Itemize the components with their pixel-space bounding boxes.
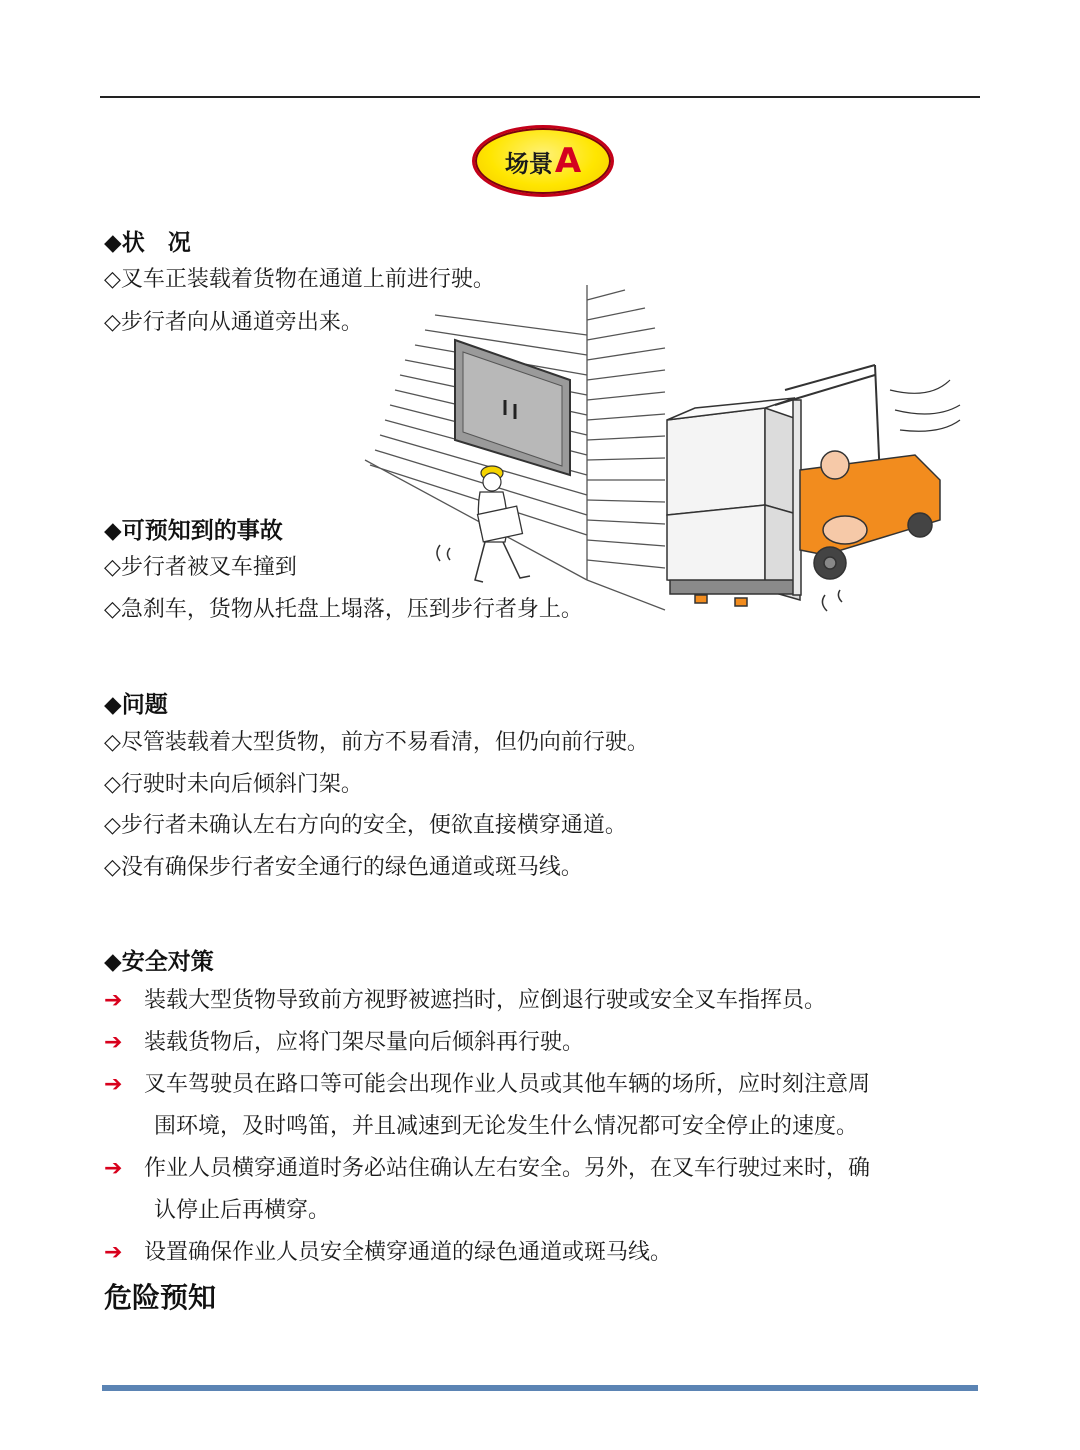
- red-arrow-icon: ➔: [104, 1156, 123, 1181]
- problem-item: ◇尽管装载着大型货物，前方不易看清，但仍向前行驶。: [104, 730, 649, 755]
- red-arrow-icon: ➔: [104, 1240, 123, 1265]
- pedestrian-icon: [437, 466, 530, 582]
- scene-badge: [472, 125, 614, 197]
- problem-item: ◇步行者未确认左右方向的安全，便欲直接横穿通道。: [104, 813, 627, 838]
- accident-item: ◇步行者被叉车撞到: [104, 555, 297, 580]
- forklift-icon: [775, 365, 960, 611]
- forklift-pedestrian-warehouse-illustration: [355, 280, 965, 640]
- closing-heading: 危险预知: [104, 1281, 217, 1314]
- accident-item: ◇急刹车，货物从托盘上塌落，压到步行者身上。: [104, 597, 583, 622]
- section-title-accidents: ◆可预知到的事故: [104, 518, 283, 544]
- section-title-problems: ◆问题: [104, 692, 168, 718]
- situation-item: ◇叉车正装载着货物在通道上前进行驶。: [104, 267, 495, 292]
- cargo-icon: [667, 398, 800, 606]
- problem-item: ◇没有确保步行者安全通行的绿色通道或斑马线。: [104, 855, 583, 880]
- scene-badge-letter: A: [554, 141, 582, 181]
- measure-item: ➔ 设置确保作业人员安全横穿通道的绿色通道或斑马线。: [104, 1232, 984, 1274]
- measure-item: ➔ 装载大型货物导致前方视野被遮挡时，应倒退行驶或安全叉车指挥员。: [104, 980, 984, 1022]
- top-divider: [100, 96, 980, 98]
- measure-item: ➔ 叉车驾驶员在路口等可能会出现作业人员或其他车辆的场所，应时刻注意周 围环境，及时鸣笛，并且减速到无论发生什么情况都可安全停止的速度。: [104, 1064, 984, 1148]
- problem-item: ◇行驶时未向后倾斜门架。: [104, 772, 363, 797]
- measure-item: ➔ 作业人员横穿通道时务必站住确认左右安全。另外，在叉车行驶过来时，确 认停止后再横穿。: [104, 1148, 984, 1232]
- red-arrow-icon: ➔: [104, 988, 123, 1013]
- measure-item: ➔ 装载货物后，应将门架尽量向后倾斜再行驶。: [104, 1022, 984, 1064]
- section-title-measures: ◆安全对策: [104, 949, 214, 975]
- scene-badge-label: 场景: [504, 149, 553, 178]
- section-title-situation: ◆状 况: [104, 230, 191, 256]
- bottom-divider: [102, 1385, 978, 1391]
- red-arrow-icon: ➔: [104, 1030, 123, 1055]
- red-arrow-icon: ➔: [104, 1072, 123, 1097]
- situation-item: ◇步行者向从通道旁出来。: [104, 310, 363, 335]
